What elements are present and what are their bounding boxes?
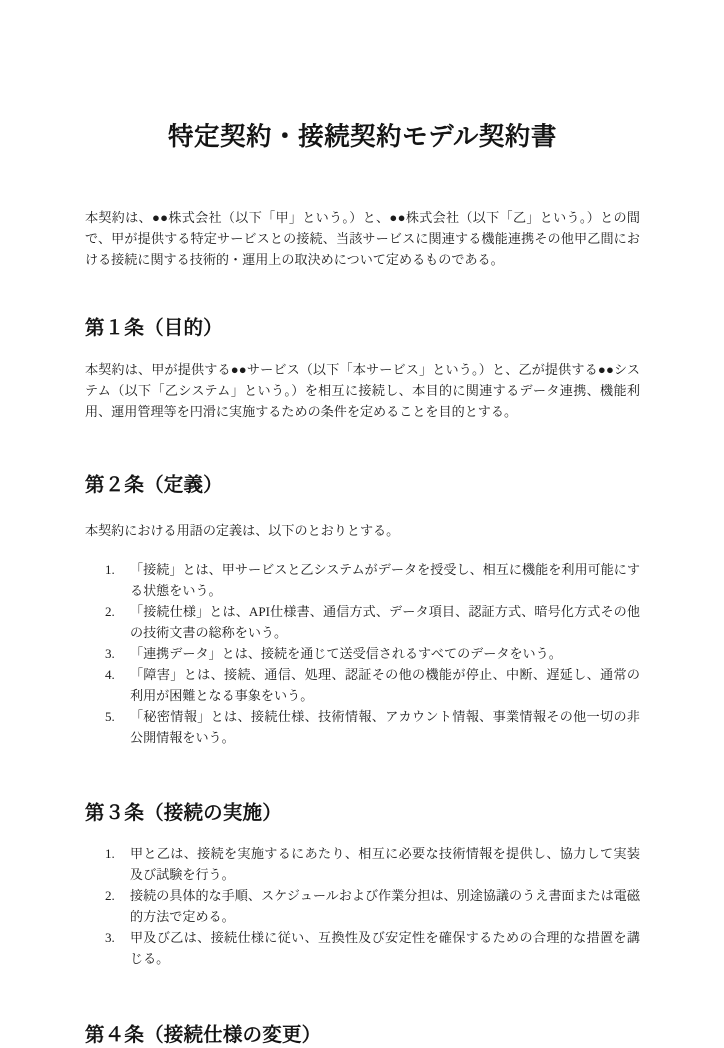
article-4 <box>85 969 640 1048</box>
clause-item: 「連携データ」とは、接続を通じて送受信されるすべてのデータをいう。 <box>130 645 562 661</box>
article-1-text: 本契約は、甲が提供する●●サービス（以下「本サービス」という。）と、乙が提供する●●システム（以下「乙システム」という。）を相互に接続し、本目的に関連するデータ連携、機能利用、運用管理等を円滑に実施するための条件を定めることを目的とする。 <box>85 362 640 420</box>
clause-item: 接続の具体的な手順、スケジュールおよび作業分担は、別途協議のうえ書面または電磁的方法で定める。 <box>130 887 640 924</box>
clause-item: 甲と乙は、接続を実施するにあたり、相互に必要な技術情報を提供し、協力して実装及び試験を行う。 <box>130 845 640 882</box>
clause-item: 「秘密情報」とは、接続仕様、技術情報、アカウント情報、事業情報その他一切の非公開情報をいう。 <box>130 708 640 745</box>
article-1 <box>85 270 640 422</box>
article-3-clause-list <box>85 826 640 969</box>
article-4-heading: 第４条（接続仕様の変更） <box>85 1023 322 1046</box>
clause-item: 「障害」とは、接続、通信、処理、認証その他の機能が停止、中断、遅延し、通常の利用が困難となる事象をいう。 <box>130 666 640 703</box>
page-title: 特定契約・接続契約モデル契約書 <box>168 123 557 151</box>
article-2-heading: 第２条（定義） <box>85 474 223 497</box>
article-2-text: 本契約における用語の定義は、以下のとおりとする。 <box>85 522 400 538</box>
article-3 <box>85 748 640 969</box>
contract-preamble: 本契約は、●●株式会社（以下「甲」という。）と、●●株式会社（以下「乙」という。）との間で、甲が提供する特定サービスとの接続、当該サービスに関連する機能連携その他甲乙間における接続に関する技術的・運用上の取決めについて定めるものである。 <box>85 209 640 267</box>
article-2-clause-list <box>85 541 640 748</box>
clause-item: 「接続」とは、甲サービスと乙システムがデータを授受し、相互に機能を利用可能にする状態をいう。 <box>130 561 640 598</box>
article-3-heading: 第３条（接続の実施） <box>85 801 282 824</box>
clause-item: 甲及び乙は、接続仕様に従い、互換性及び安定性を確保するための合理的な措置を講じる。 <box>130 929 640 966</box>
article-1-heading: 第１条（目的） <box>85 316 223 339</box>
article-2 <box>85 422 640 747</box>
clause-item: 「接続仕様」とは、API仕様書、通信方式、データ項目、認証方式、暗号化方式その他の技術文書の総称をいう。 <box>130 603 640 640</box>
